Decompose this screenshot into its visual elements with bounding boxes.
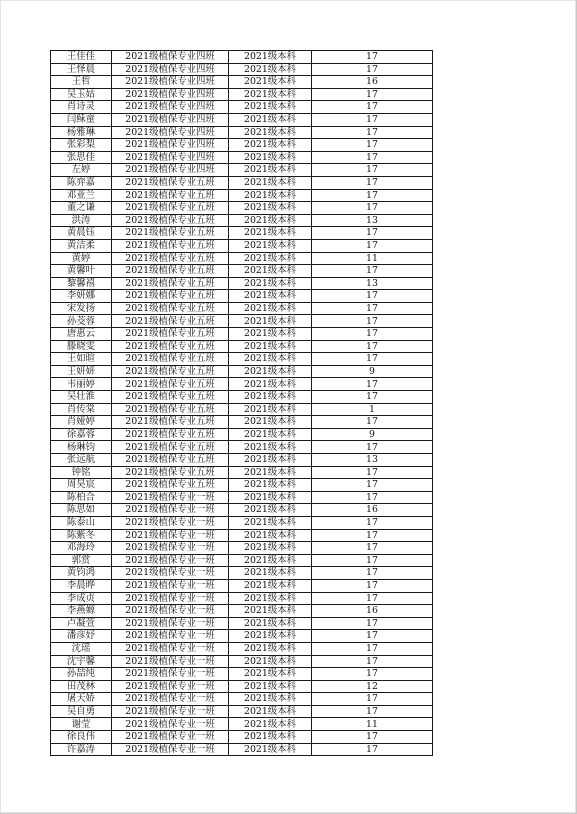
table-row: [51, 302, 433, 315]
class-cell: 2021级植保专业一班: [112, 642, 229, 655]
class-cell: 2021级植保专业一班: [112, 491, 229, 504]
table-row: [51, 403, 433, 416]
student-name-cell: 黄洁柔: [51, 239, 112, 252]
class-cell: 2021级植保专业一班: [112, 542, 229, 555]
grade-cell: 2021级本科: [229, 63, 312, 76]
table-row: [51, 630, 433, 643]
grade-cell: 2021级本科: [229, 441, 312, 454]
table-row: [51, 265, 433, 278]
table-row: [51, 718, 433, 731]
class-cell: 2021级植保专业一班: [112, 668, 229, 681]
student-name-cell: 沈宇馨: [51, 655, 112, 668]
student-name-cell: 王哲: [51, 76, 112, 89]
table-row: [51, 743, 433, 756]
score-cell: 17: [312, 731, 433, 744]
score-cell: 17: [312, 63, 433, 76]
table-row: [51, 491, 433, 504]
class-cell: 2021级植保专业一班: [112, 504, 229, 517]
class-cell: 2021级植保专业一班: [112, 529, 229, 542]
table-row: [51, 466, 433, 479]
class-cell: 2021级植保专业一班: [112, 554, 229, 567]
student-name-cell: 唐惠云: [51, 328, 112, 341]
class-cell: 2021级植保专业五班: [112, 315, 229, 328]
score-cell: 1: [312, 403, 433, 416]
grade-cell: 2021级本科: [229, 605, 312, 618]
grade-cell: 2021级本科: [229, 315, 312, 328]
student-name-cell: 肖传棠: [51, 403, 112, 416]
table-row: [51, 605, 433, 618]
student-name-cell: 潘彦妤: [51, 630, 112, 643]
table-body: [51, 51, 433, 756]
table-row: [51, 416, 433, 429]
class-cell: 2021级植保专业五班: [112, 328, 229, 341]
grade-cell: 2021级本科: [229, 554, 312, 567]
student-name-cell: 钟铭: [51, 466, 112, 479]
table-row: [51, 227, 433, 240]
grade-cell: 2021级本科: [229, 202, 312, 215]
score-cell: 17: [312, 567, 433, 580]
class-cell: 2021级植保专业一班: [112, 655, 229, 668]
table-row: [51, 592, 433, 605]
score-cell: 17: [312, 139, 433, 152]
class-cell: 2021级植保专业五班: [112, 441, 229, 454]
student-name-cell: 卢凝萱: [51, 617, 112, 630]
table-row: [51, 277, 433, 290]
score-cell: 17: [312, 592, 433, 605]
score-cell: 17: [312, 328, 433, 341]
grade-cell: 2021级本科: [229, 403, 312, 416]
table-row: [51, 542, 433, 555]
grade-cell: 2021级本科: [229, 718, 312, 731]
class-cell: 2021级植保专业一班: [112, 705, 229, 718]
grade-cell: 2021级本科: [229, 164, 312, 177]
student-name-cell: 李晨晔: [51, 579, 112, 592]
student-name-cell: 陈泰山: [51, 516, 112, 529]
table-row: [51, 705, 433, 718]
grade-cell: 2021级本科: [229, 113, 312, 126]
grade-cell: 2021级本科: [229, 579, 312, 592]
grade-cell: 2021级本科: [229, 743, 312, 756]
score-cell: 17: [312, 189, 433, 202]
class-cell: 2021级植保专业五班: [112, 227, 229, 240]
grade-cell: 2021级本科: [229, 88, 312, 101]
student-name-cell: 陈弈嘉: [51, 176, 112, 189]
table-row: [51, 441, 433, 454]
score-cell: 16: [312, 76, 433, 89]
student-name-cell: 王怿晨: [51, 63, 112, 76]
student-name-cell: 邓海玲: [51, 542, 112, 555]
grade-cell: 2021级本科: [229, 101, 312, 114]
score-cell: 17: [312, 302, 433, 315]
table-row: [51, 504, 433, 517]
grade-cell: 2021级本科: [229, 189, 312, 202]
class-cell: 2021级植保专业五班: [112, 239, 229, 252]
score-cell: 17: [312, 378, 433, 391]
class-cell: 2021级植保专业五班: [112, 365, 229, 378]
class-cell: 2021级植保专业一班: [112, 516, 229, 529]
grade-cell: 2021级本科: [229, 655, 312, 668]
table-row: [51, 328, 433, 341]
table-row: [51, 63, 433, 76]
grade-cell: 2021级本科: [229, 51, 312, 64]
score-cell: 17: [312, 164, 433, 177]
table-row: [51, 88, 433, 101]
grade-cell: 2021级本科: [229, 504, 312, 517]
table-row: [51, 290, 433, 303]
table-row: [51, 579, 433, 592]
class-cell: 2021级植保专业五班: [112, 466, 229, 479]
class-cell: 2021级植保专业四班: [112, 88, 229, 101]
class-cell: 2021级植保专业四班: [112, 126, 229, 139]
grade-cell: 2021级本科: [229, 592, 312, 605]
score-cell: 17: [312, 705, 433, 718]
class-cell: 2021级植保专业一班: [112, 579, 229, 592]
class-cell: 2021级植保专业一班: [112, 693, 229, 706]
class-cell: 2021级植保专业五班: [112, 428, 229, 441]
grade-cell: 2021级本科: [229, 176, 312, 189]
score-cell: 9: [312, 428, 433, 441]
score-cell: 17: [312, 466, 433, 479]
score-cell: 17: [312, 227, 433, 240]
grade-cell: 2021级本科: [229, 428, 312, 441]
student-name-cell: 许嘉涛: [51, 743, 112, 756]
grade-cell: 2021级本科: [229, 642, 312, 655]
score-cell: 17: [312, 353, 433, 366]
student-name-cell: 郭赏: [51, 554, 112, 567]
student-name-cell: 宋发扬: [51, 302, 112, 315]
grade-cell: 2021级本科: [229, 542, 312, 555]
score-cell: 17: [312, 88, 433, 101]
table-row: [51, 567, 433, 580]
student-name-cell: 田茂林: [51, 680, 112, 693]
score-cell: 16: [312, 605, 433, 618]
class-cell: 2021级植保专业一班: [112, 592, 229, 605]
table-row: [51, 731, 433, 744]
student-name-cell: 杨琳钧: [51, 441, 112, 454]
student-name-cell: 王如暄: [51, 353, 112, 366]
table-row: [51, 693, 433, 706]
table-row: [51, 668, 433, 681]
score-cell: 17: [312, 113, 433, 126]
score-cell: 17: [312, 630, 433, 643]
grade-cell: 2021级本科: [229, 353, 312, 366]
class-cell: 2021级植保专业五班: [112, 202, 229, 215]
student-name-cell: 黄晨钰: [51, 227, 112, 240]
class-cell: 2021级植保专业五班: [112, 416, 229, 429]
class-cell: 2021级植保专业五班: [112, 403, 229, 416]
student-name-cell: 屠天娇: [51, 693, 112, 706]
student-name-cell: 邓亚兰: [51, 189, 112, 202]
grade-cell: 2021级本科: [229, 252, 312, 265]
class-cell: 2021级植保专业四班: [112, 51, 229, 64]
grade-cell: 2021级本科: [229, 290, 312, 303]
score-cell: 17: [312, 479, 433, 492]
score-cell: 17: [312, 542, 433, 555]
grade-cell: 2021级本科: [229, 328, 312, 341]
table-row: [51, 516, 433, 529]
table-row: [51, 113, 433, 126]
class-cell: 2021级植保专业一班: [112, 743, 229, 756]
score-cell: 17: [312, 176, 433, 189]
grade-cell: 2021级本科: [229, 416, 312, 429]
table-row: [51, 554, 433, 567]
table-row: [51, 642, 433, 655]
grade-cell: 2021级本科: [229, 668, 312, 681]
student-name-cell: 肖娅婷: [51, 416, 112, 429]
student-name-cell: 黄馨叶: [51, 265, 112, 278]
grade-cell: 2021级本科: [229, 227, 312, 240]
class-cell: 2021级植保专业五班: [112, 353, 229, 366]
score-cell: 17: [312, 617, 433, 630]
class-cell: 2021级植保专业四班: [112, 139, 229, 152]
student-name-cell: 滕晓雯: [51, 340, 112, 353]
table-row: [51, 176, 433, 189]
table-row: [51, 655, 433, 668]
student-name-cell: 杨雅琳: [51, 126, 112, 139]
student-name-cell: 张彩梨: [51, 139, 112, 152]
table-row: [51, 214, 433, 227]
grade-cell: 2021级本科: [229, 365, 312, 378]
student-name-cell: 吴自勇: [51, 705, 112, 718]
score-cell: 9: [312, 365, 433, 378]
score-cell: 17: [312, 655, 433, 668]
score-cell: 17: [312, 51, 433, 64]
table-row: [51, 151, 433, 164]
table-row: [51, 139, 433, 152]
table-row: [51, 365, 433, 378]
table-row: [51, 189, 433, 202]
score-cell: 17: [312, 340, 433, 353]
score-cell: 17: [312, 554, 433, 567]
grade-cell: 2021级本科: [229, 693, 312, 706]
score-cell: 17: [312, 391, 433, 404]
table-row: [51, 391, 433, 404]
student-name-cell: 孙喆纯: [51, 668, 112, 681]
grade-cell: 2021级本科: [229, 239, 312, 252]
student-name-cell: 孙茭蓉: [51, 315, 112, 328]
student-name-cell: 洪涛: [51, 214, 112, 227]
grade-cell: 2021级本科: [229, 731, 312, 744]
class-cell: 2021级植保专业一班: [112, 605, 229, 618]
score-cell: 17: [312, 743, 433, 756]
student-name-cell: 谢莹: [51, 718, 112, 731]
student-table: [50, 50, 433, 756]
grade-cell: 2021级本科: [229, 617, 312, 630]
score-cell: 17: [312, 441, 433, 454]
student-name-cell: 黄钧鸿: [51, 567, 112, 580]
class-cell: 2021级植保专业四班: [112, 63, 229, 76]
class-cell: 2021级植保专业五班: [112, 265, 229, 278]
table-row: [51, 428, 433, 441]
table-row: [51, 479, 433, 492]
grade-cell: 2021级本科: [229, 516, 312, 529]
grade-cell: 2021级本科: [229, 151, 312, 164]
grade-cell: 2021级本科: [229, 214, 312, 227]
table-row: [51, 617, 433, 630]
grade-cell: 2021级本科: [229, 479, 312, 492]
class-cell: 2021级植保专业一班: [112, 617, 229, 630]
student-name-cell: 陈紫冬: [51, 529, 112, 542]
score-cell: 17: [312, 668, 433, 681]
score-cell: 12: [312, 680, 433, 693]
student-name-cell: 王佳佳: [51, 51, 112, 64]
grade-cell: 2021级本科: [229, 680, 312, 693]
class-cell: 2021级植保专业五班: [112, 277, 229, 290]
table-row: [51, 315, 433, 328]
score-cell: 13: [312, 277, 433, 290]
table-row: [51, 202, 433, 215]
class-cell: 2021级植保专业一班: [112, 630, 229, 643]
student-name-cell: 徐良伟: [51, 731, 112, 744]
score-cell: 17: [312, 239, 433, 252]
score-cell: 17: [312, 516, 433, 529]
score-cell: 17: [312, 579, 433, 592]
student-name-cell: 陈柏合: [51, 491, 112, 504]
class-cell: 2021级植保专业五班: [112, 479, 229, 492]
student-name-cell: 陈思如: [51, 504, 112, 517]
student-name-cell: 周昊宸: [51, 479, 112, 492]
grade-cell: 2021级本科: [229, 454, 312, 467]
class-cell: 2021级植保专业五班: [112, 378, 229, 391]
grade-cell: 2021级本科: [229, 265, 312, 278]
student-name-cell: 黄婷: [51, 252, 112, 265]
grade-cell: 2021级本科: [229, 705, 312, 718]
student-name-cell: 闫稣童: [51, 113, 112, 126]
score-cell: 11: [312, 718, 433, 731]
student-name-cell: 韦丽婷: [51, 378, 112, 391]
score-cell: 17: [312, 265, 433, 278]
score-cell: 17: [312, 491, 433, 504]
score-cell: 17: [312, 529, 433, 542]
class-cell: 2021级植保专业四班: [112, 151, 229, 164]
student-name-cell: 吴玉姑: [51, 88, 112, 101]
class-cell: 2021级植保专业一班: [112, 718, 229, 731]
score-cell: 17: [312, 315, 433, 328]
student-name-cell: 董之谦: [51, 202, 112, 215]
score-cell: 17: [312, 126, 433, 139]
student-name-cell: 李燕嫄: [51, 605, 112, 618]
grade-cell: 2021级本科: [229, 340, 312, 353]
grade-cell: 2021级本科: [229, 391, 312, 404]
class-cell: 2021级植保专业五班: [112, 176, 229, 189]
class-cell: 2021级植保专业五班: [112, 302, 229, 315]
score-cell: 17: [312, 693, 433, 706]
class-cell: 2021级植保专业五班: [112, 290, 229, 303]
student-name-cell: 沈瑶: [51, 642, 112, 655]
class-cell: 2021级植保专业五班: [112, 214, 229, 227]
grade-cell: 2021级本科: [229, 76, 312, 89]
class-cell: 2021级植保专业五班: [112, 189, 229, 202]
student-name-cell: 徐嘉蓉: [51, 428, 112, 441]
student-name-cell: 李成贞: [51, 592, 112, 605]
grade-cell: 2021级本科: [229, 567, 312, 580]
class-cell: 2021级植保专业一班: [112, 731, 229, 744]
student-name-cell: 李妍娜: [51, 290, 112, 303]
table-row: [51, 529, 433, 542]
score-cell: 13: [312, 454, 433, 467]
class-cell: 2021级植保专业四班: [112, 101, 229, 114]
score-cell: 11: [312, 252, 433, 265]
student-name-cell: 左婷: [51, 164, 112, 177]
table-row: [51, 51, 433, 64]
table-row: [51, 101, 433, 114]
class-cell: 2021级植保专业一班: [112, 680, 229, 693]
class-cell: 2021级植保专业五班: [112, 252, 229, 265]
table-row: [51, 164, 433, 177]
score-cell: 17: [312, 642, 433, 655]
grade-cell: 2021级本科: [229, 466, 312, 479]
grade-cell: 2021级本科: [229, 630, 312, 643]
student-name-cell: 张远航: [51, 454, 112, 467]
student-name-cell: 张思佳: [51, 151, 112, 164]
score-cell: 13: [312, 214, 433, 227]
table-row: [51, 76, 433, 89]
grade-cell: 2021级本科: [229, 378, 312, 391]
grade-cell: 2021级本科: [229, 126, 312, 139]
student-name-cell: 黎馨禧: [51, 277, 112, 290]
table-row: [51, 340, 433, 353]
class-cell: 2021级植保专业五班: [112, 340, 229, 353]
score-cell: 17: [312, 151, 433, 164]
grade-cell: 2021级本科: [229, 139, 312, 152]
grade-cell: 2021级本科: [229, 277, 312, 290]
student-name-cell: 肖诗灵: [51, 101, 112, 114]
score-cell: 17: [312, 101, 433, 114]
table-row: [51, 353, 433, 366]
class-cell: 2021级植保专业四班: [112, 164, 229, 177]
grade-cell: 2021级本科: [229, 529, 312, 542]
class-cell: 2021级植保专业四班: [112, 113, 229, 126]
table-row: [51, 454, 433, 467]
student-name-cell: 吴壮淮: [51, 391, 112, 404]
table-row: [51, 239, 433, 252]
table-row: [51, 252, 433, 265]
table-row: [51, 680, 433, 693]
grade-cell: 2021级本科: [229, 302, 312, 315]
class-cell: 2021级植保专业一班: [112, 567, 229, 580]
class-cell: 2021级植保专业五班: [112, 391, 229, 404]
score-cell: 17: [312, 416, 433, 429]
student-name-cell: 王妍妍: [51, 365, 112, 378]
class-cell: 2021级植保专业四班: [112, 76, 229, 89]
grade-cell: 2021级本科: [229, 491, 312, 504]
score-cell: 16: [312, 504, 433, 517]
score-cell: 17: [312, 290, 433, 303]
table-row: [51, 126, 433, 139]
table-row: [51, 378, 433, 391]
class-cell: 2021级植保专业五班: [112, 454, 229, 467]
score-cell: 17: [312, 202, 433, 215]
